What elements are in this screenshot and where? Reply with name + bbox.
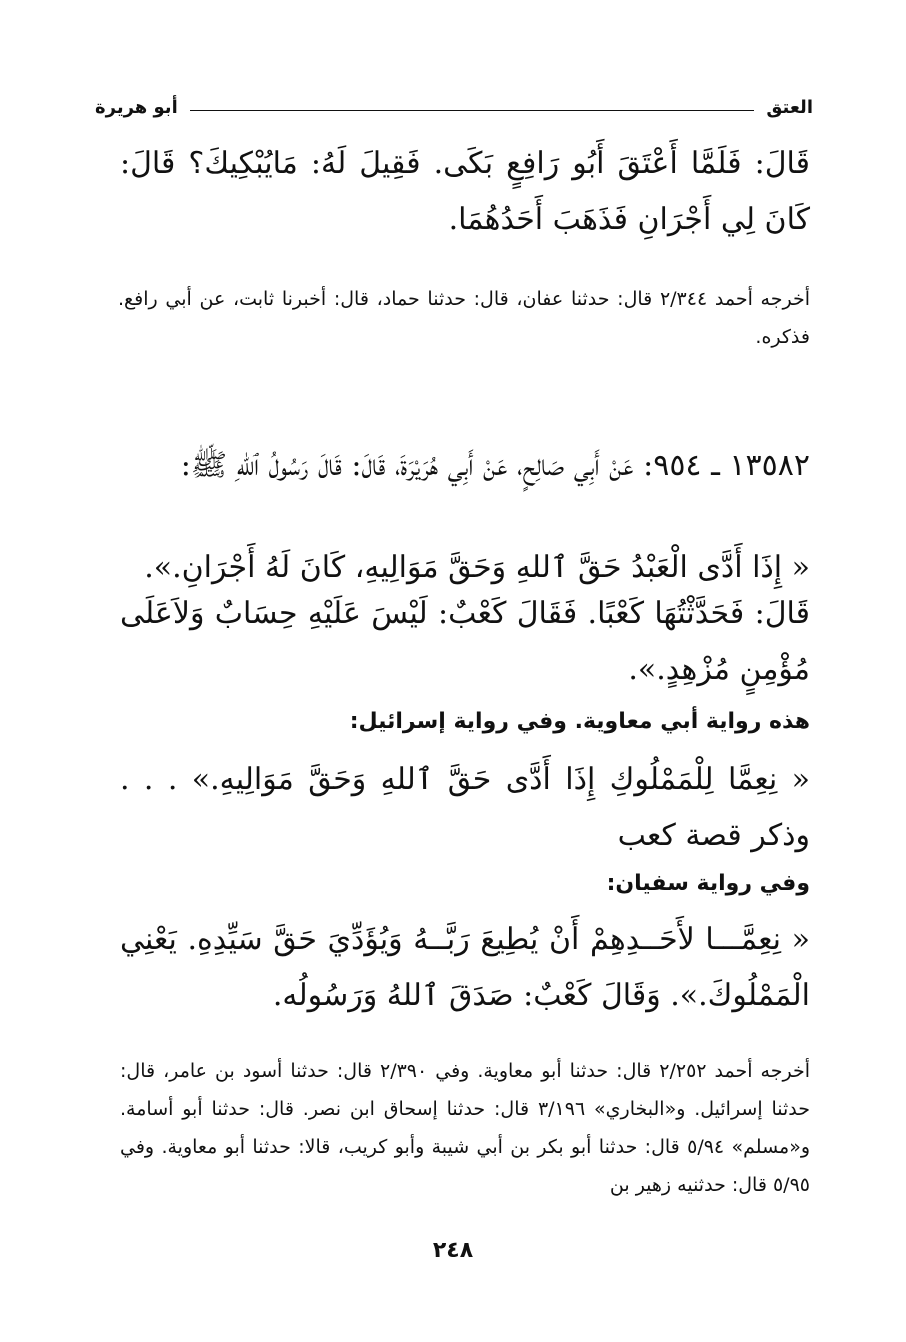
narration-note: وفي رواية سفيان: [606, 871, 810, 896]
header-rule [190, 110, 755, 111]
hadith-quote: « إِذَا أَدَّى الْعَبْدُ حَقَّ ٱللهِ وَحَقَّ مَوَالِيهِ، كَانَ لَهُ أَجْرَانِ.». [144, 550, 810, 585]
header-section-title: أبو هريرة [95, 96, 178, 118]
narration-note: هذه رواية أبي معاوية. وفي رواية إسرائيل: [349, 709, 810, 734]
header-chapter-title: العتق [766, 96, 813, 118]
hadith-quote: « نِعِمَّـــا لأَحَــدِهِمْ أَنْ يُطِيعَ رَبَّــهُ وَيُؤَدِّيَ حَقَّ سَيِّدِهِ. يَعْنِي الْمَمْلُوكَ.». وَقَالَ كَعْبٌ: صَدَقَ ٱللهُ وَرَسُولُه. [120, 922, 810, 1013]
page-number: ٢٤٨ [432, 1238, 474, 1263]
running-header [95, 92, 813, 122]
takhrij-note: أخرجه أحمد ٢/٣٤٤ قال: حدثنا عفان، قال: حدثنا حماد، قال: أخبرنا ثابت، عن أبي رافع. فذكره. [118, 288, 810, 348]
hadith-heading: ١٣٥٨٢ ـ ٩٥٤: عَنْ أَبِي صَالِحٍ، عَنْ أَبِي هُرَيْرَةَ، قَالَ: قَالَ رَسُولُ ٱللهِ ﷺ: [180, 448, 810, 483]
hadith-text: قَالَ: فَلَمَّا أَعْتَقَ أَبُو رَافِعٍ بَكَى. فَقِيلَ لَهُ: مَايُبْكِيكَ؟ قَالَ: كَانَ لِي أَجْرَانِ فَذَهَبَ أَحَدُهُمَا. [120, 146, 810, 237]
hadith-text: قَالَ: فَحَدَّثْتُهَا كَعْبًا. فَقَالَ كَعْبٌ: لَيْسَ عَلَيْهِ حِسَابٌ وَلاَعَلَى مُؤْمِنٍ مُزْهِدٍ.». [120, 596, 810, 687]
takhrij-note: أخرجه أحمد ٢/٢٥٢ قال: حدثنا أبو معاوية. وفي ٢/٣٩٠ قال: حدثنا أسود بن عامر، قال: حدثنا إسرائيل. و«البخاري» ٣/١٩٦ قال: حدثنا إسحاق ابن نصر. قال: حدثنا أبو أسامة. و«مسلم» ٥/٩٤ قال: حدثنا أبو بكر بن أبي شيبة وأبو كريب، قالا: حدثنا أبو معاوية. وفي ٥/٩٥ قال: حدثنيه زهير بن [120, 1060, 811, 1196]
hadith-quote: « نِعِمَّا لِلْمَمْلُوكِ إِذَا أَدَّى حَقَّ ٱللهِ وَحَقَّ مَوَالِيهِ.» . . . وذكر قصة كعب [120, 762, 810, 853]
